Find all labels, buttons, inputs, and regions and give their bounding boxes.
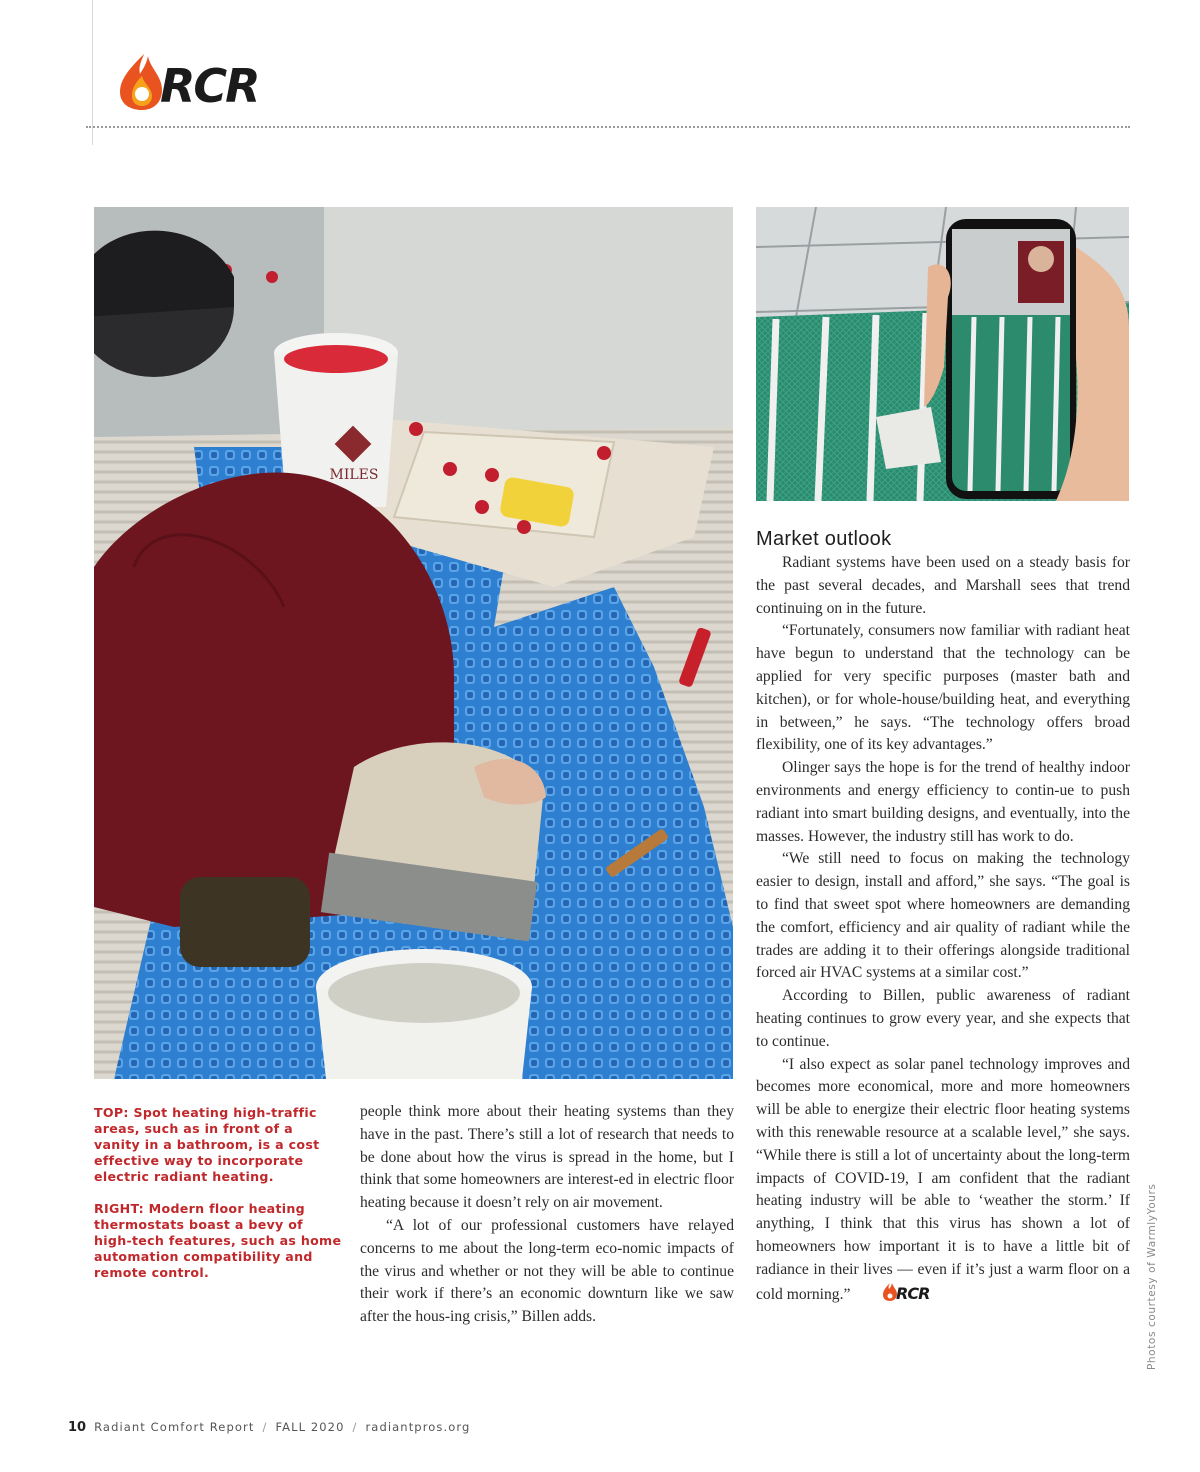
caption-top: TOP: Spot heating high-traffic areas, such as in front of a vanity in a bathroom, is a cost effective way to incorporate electric radiant heating. (94, 1105, 320, 1184)
issue-label: FALL 2020 (275, 1420, 345, 1434)
paragraph: people think more about their heating systems than they have in the past. There’s still a lot of research that needs to be done about how the virus is spread in the home, but I think that some homeowners are interest-ed in electric floor heating because it doesn’t rely on air movement. (360, 1103, 734, 1212)
page-footer (68, 1420, 470, 1435)
footer-separator: / (262, 1420, 268, 1434)
caption-right: RIGHT: Modern floor heating thermostats boast a bevy of high-tech features, such as home automation compatibility and remote control. (94, 1201, 342, 1280)
end-mark-rcr-logo (856, 1282, 936, 1310)
footer-separator: / (352, 1420, 358, 1434)
paragraph: “A lot of our professional customers have relayed concerns to me about the long-term eco-nomic impacts of the virus and whether or not they will be able to continue their work if there’s an economic downturn like we saw after the hous-ing crisis,” Billen adds. (360, 1216, 734, 1326)
article-column-middle (360, 1101, 734, 1329)
logo-text: RCR (160, 59, 259, 112)
photo-credit: Photos courtesy of WarmlyYours (1146, 1183, 1158, 1370)
publication-name: Radiant Comfort Report (94, 1420, 255, 1434)
bucket-label: MILES (329, 467, 379, 483)
header-divider (86, 126, 1130, 128)
photo-caption (94, 1105, 342, 1297)
end-mark-logo-text: RCR (896, 1283, 930, 1302)
section-heading: Market outlook (756, 528, 892, 550)
page-number: 10 (68, 1420, 87, 1435)
paragraph: According to Billen, public awareness of radiant heating continues to grow every year, and she expects that to continue. (756, 987, 1130, 1050)
article-column-right (756, 552, 1130, 1309)
photo-right (756, 207, 1129, 501)
paragraph: “Fortunately, consumers now familiar with radiant heat have begun to understand that the technology can be applied for very specific purposes (master bath and kitchen), or for whole-house/building heat, and everything in between,” he says. “The technology offers broad flexibility, one of its key advantages.” (756, 622, 1130, 754)
paragraph: “We still need to focus on making the technology easier to design, install and afford,” she says. “The goal is to find that sweet spot where homeowners are demanding the comfort, efficiency and air quality of radiant while the trades are adding it to their offerings alongside traditional forced air HVAC systems at a similar cost.” (756, 850, 1130, 982)
rcr-logo (118, 52, 278, 112)
paragraph-last (756, 1054, 1130, 1310)
website-link[interactable]: radiantpros.org (365, 1420, 471, 1434)
paragraph: Radiant systems have been used on a steady basis for the past several decades, and Marshall sees that trend continuing on in the future. (756, 554, 1130, 617)
photo-main (94, 207, 733, 1079)
header-rule-vertical (92, 0, 93, 145)
paragraph: Olinger says the hope is for the trend of healthy indoor environments and energy efficiency to contin-ue to push radiant into smart building designs, and eventually, into the masses. However, the industry still has work to do. (756, 759, 1130, 845)
paragraph-text: “I also expect as solar panel technology improves and becomes more economical, more and more homeowners will be able to energize their electric floor heating systems with this renewable resource at a scalable level,” she says. “While there is still a lot of uncertainty about the long-term impacts of COVID-19, I am confident that the radiant heating industry will be able to ‘weather the storm.’ If anything, I think that this virus has shown a lot of homeowners how important it is to have a little bit of radiance in their lives — even if it’s just a warm floor on a cold morning.” (756, 1055, 1130, 1303)
